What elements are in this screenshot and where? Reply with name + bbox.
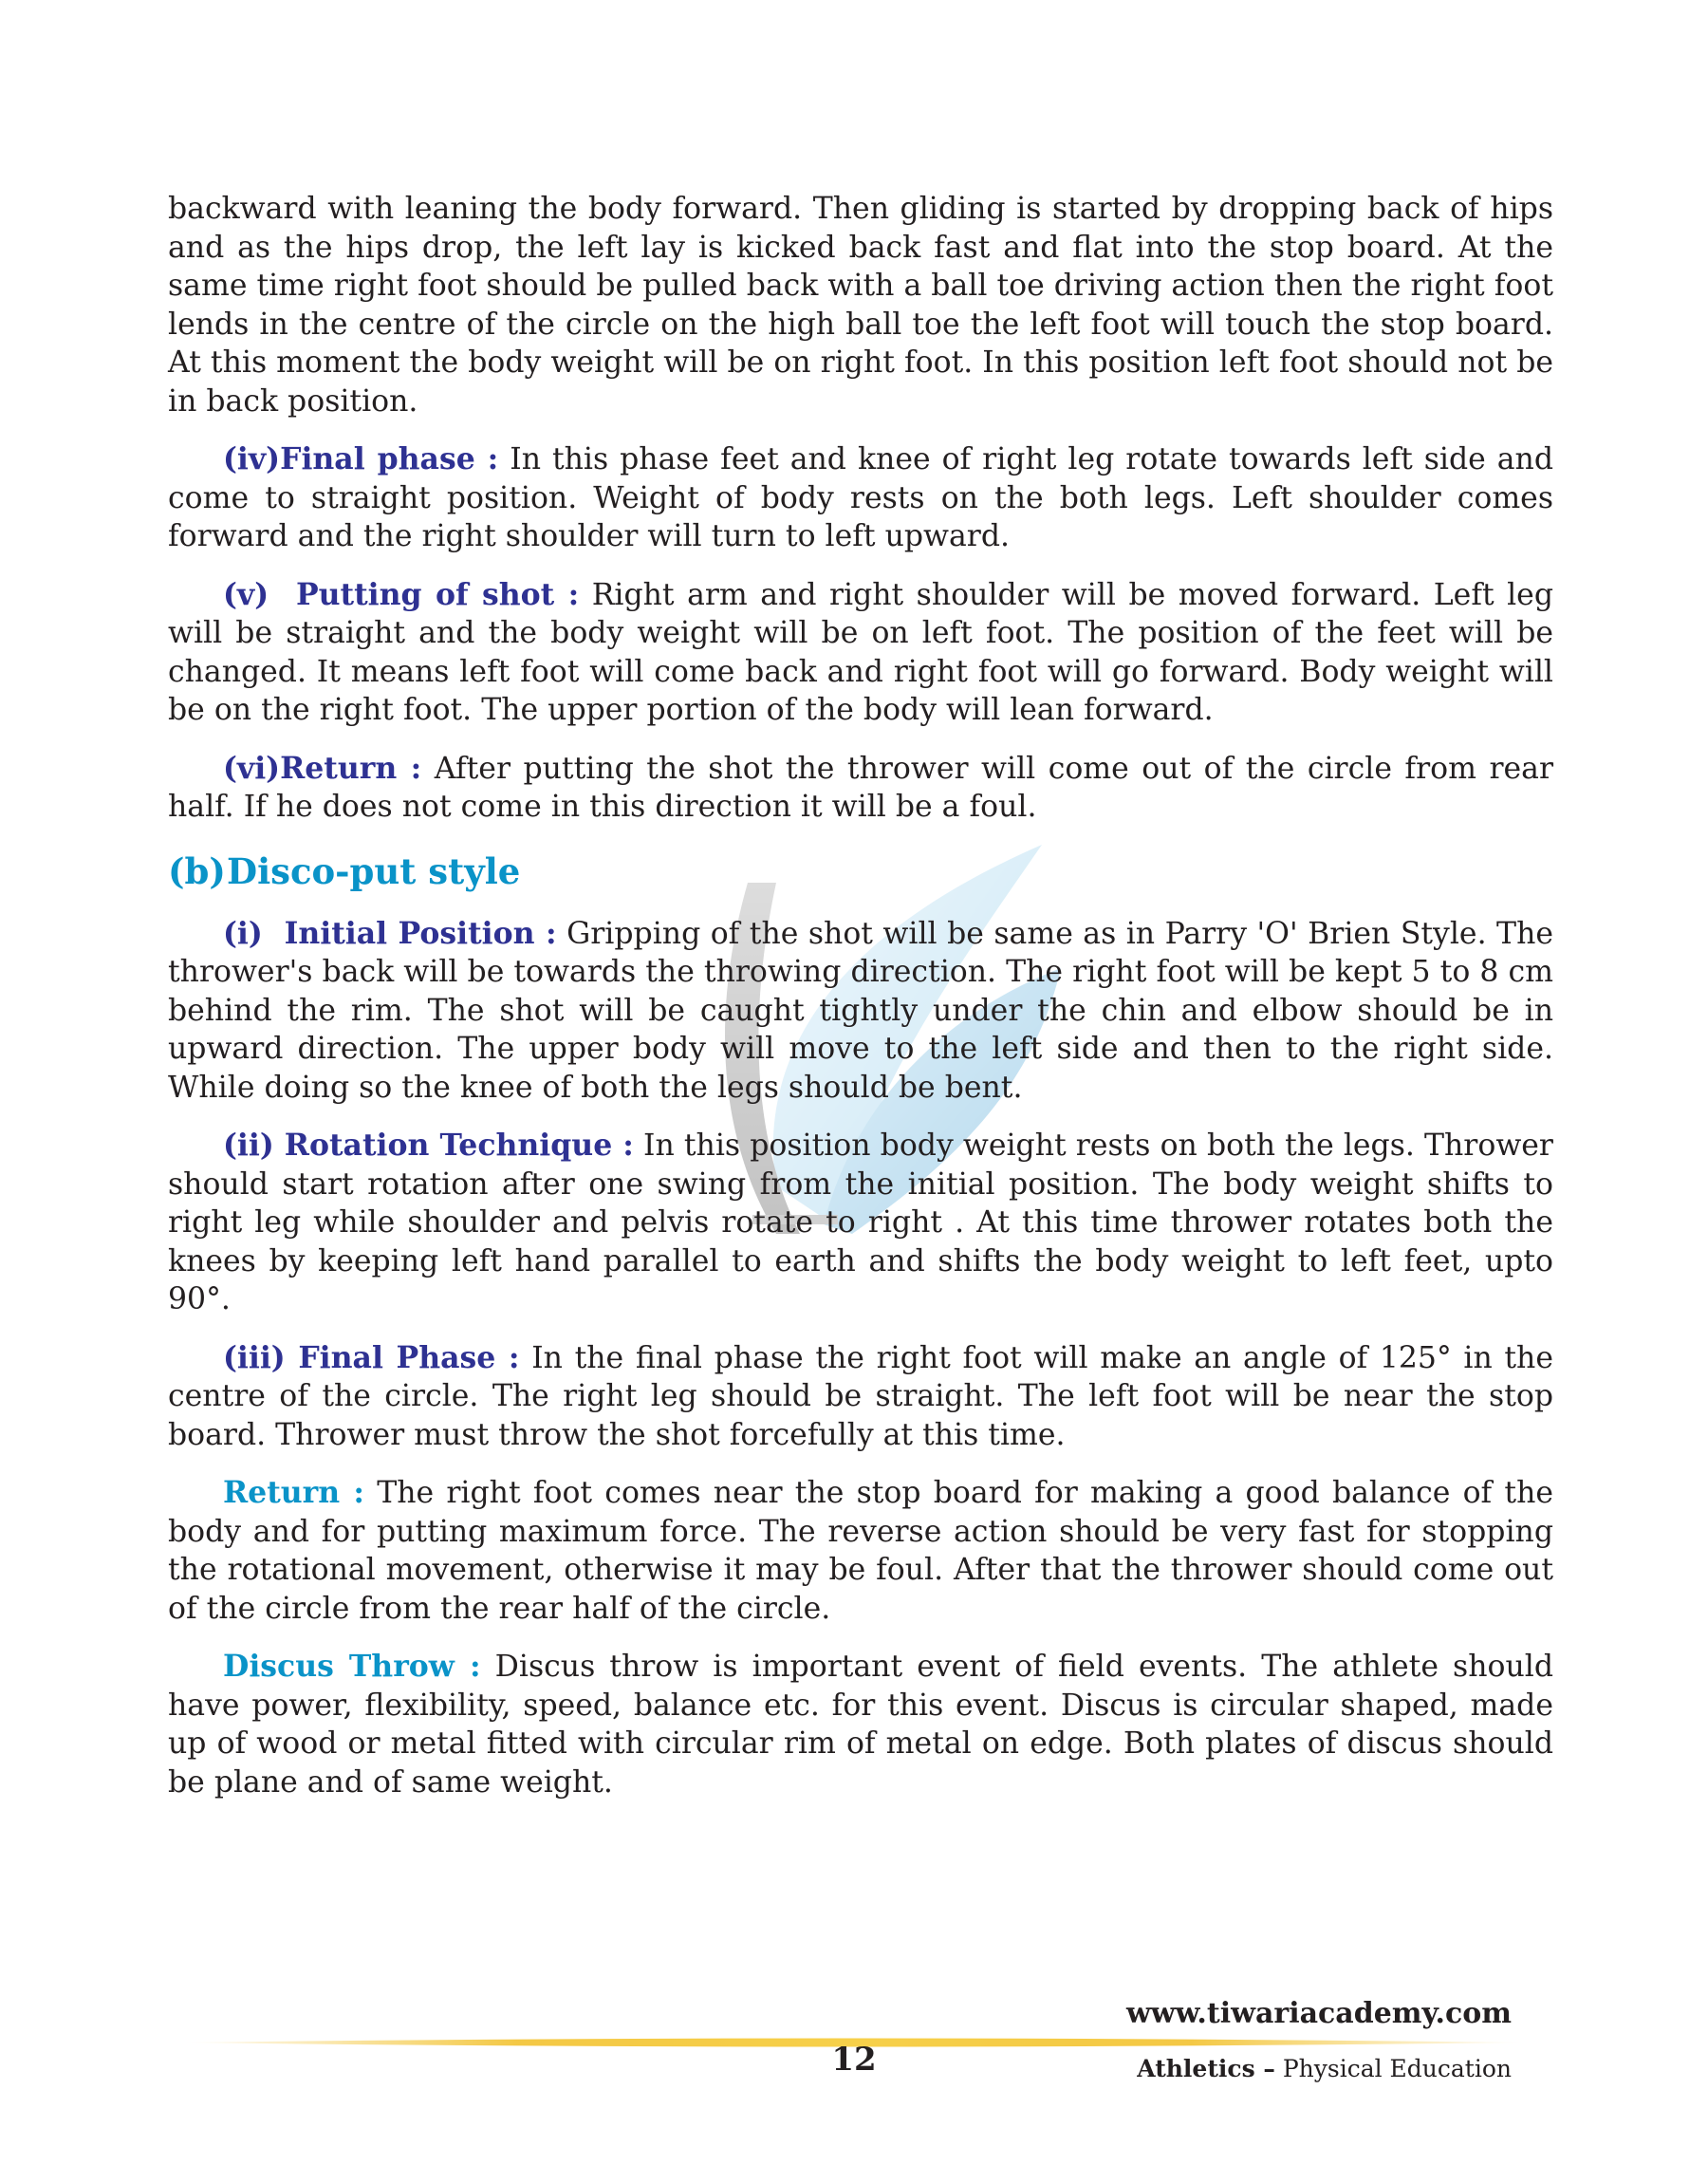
final-phase-b-paragraph bbox=[168, 1339, 1553, 1455]
initial-position-paragraph bbox=[168, 915, 1553, 1108]
putting-of-shot-paragraph bbox=[168, 576, 1553, 730]
putting-of-shot-text: Right arm and right shoulder will be moved forward. Left leg will be straight and the body weight will be on left foot. The position of the feet will be changed. It means left foot will come back and right foot will go forward. Body weight will be on the right foot. The upper portion of the body will lean forward. bbox=[168, 577, 1553, 727]
footer-website-url: www.tiwariacademy.com bbox=[1125, 1997, 1512, 2030]
return-phase-paragraph bbox=[168, 750, 1553, 827]
footer-subject bbox=[1137, 2055, 1512, 2082]
section-number: (b) bbox=[168, 849, 226, 892]
return-text: The right foot comes near the stop board for making a good balance of the body and for putting maximum force. The reverse action should be very fast for stopping the rotational movement, otherwise it may be foul. After that the thrower should come out of the circle from the rear half of the circle. bbox=[168, 1476, 1554, 1626]
discus-throw-label: Discus Throw : bbox=[223, 1649, 481, 1684]
putting-of-shot-label: (v) Putting of shot : bbox=[223, 576, 580, 612]
rotation-technique-label: (ii) Rotation Technique : bbox=[223, 1128, 634, 1163]
discus-throw-text: Discus throw is important event of field events. The athlete should have power, flexibility, speed, balance etc. for this event. Discus is circular shaped, made up of wood or metal fitted with circular rim of metal on edge. Both plates of discus should be plane and of same weight. bbox=[168, 1650, 1553, 1800]
rotation-technique-text: In this position body weight rests on both the legs. Thrower should start rotation after one swing from the initial position. The body weight shifts to right leg while shoulder and pelvis rotate to right . At this time thrower rotates both the knees by keeping left hand parallel to earth and shifts the body weight to left feet, upto 90°. bbox=[168, 1129, 1553, 1316]
final-phase-text: In this phase feet and knee of right leg rotate towards left side and come to straight position. Weight of body rests on the both legs. Left shoulder comes forward and the right shoulder will turn to left upward. bbox=[168, 442, 1553, 553]
body-text bbox=[168, 190, 1553, 1801]
return-label: Return : bbox=[223, 1475, 364, 1510]
footer-subject-rest: Physical Education bbox=[1274, 2055, 1512, 2082]
footer-subject-bold: Athletics – bbox=[1137, 2055, 1275, 2082]
intro-paragraph: backward with leaning the body forward. Then gliding is started by dropping back of hips and as the hips drop, the left lay is kicked back fast and flat into the stop board. At the same time right foot should be pulled back with a ball toe driving action then the right foot lends in the centre of the circle on the high ball toe the left foot will touch the stop board. At this moment the body weight will be on right foot. In this position left foot should not be in back position. bbox=[168, 192, 1553, 419]
return-paragraph bbox=[168, 1474, 1553, 1628]
discus-throw-paragraph bbox=[168, 1648, 1553, 1801]
page-number: 12 bbox=[831, 2041, 877, 2079]
initial-position-text: Gripping of the shot will be same as in Parry 'O' Brien Style. The thrower's back will be towards the throwing direction. The right foot will be kept 5 to 8 cm behind the rim. The shot will be caught tightly under the chin and elbow should be in upward direction. The upper body will move to the left side and then to the right side. While doing so the knee of both the legs should be bent. bbox=[168, 916, 1553, 1105]
final-phase-paragraph bbox=[168, 440, 1553, 556]
final-phase-label: (iv)Final phase : bbox=[223, 441, 499, 476]
final-phase-b-label: (iii) Final Phase : bbox=[223, 1339, 520, 1375]
section-title: Disco-put style bbox=[227, 849, 521, 892]
initial-position-label: (i) Initial Position : bbox=[223, 915, 557, 951]
section-heading-disco-put bbox=[168, 848, 1553, 895]
final-phase-b-text: In the final phase the right foot will make an angle of 125° in the centre of the circle. The right leg should be straight. The left foot will be near the stop board. Thrower must throw the shot forcefully at this time. bbox=[168, 1340, 1553, 1452]
return-phase-text: After putting the shot the thrower will come out of the circle from rear half. If he does not come in this direction it will be a foul. bbox=[168, 751, 1554, 824]
return-phase-label: (vi)Return : bbox=[223, 750, 422, 786]
rotation-technique-paragraph bbox=[168, 1127, 1553, 1319]
